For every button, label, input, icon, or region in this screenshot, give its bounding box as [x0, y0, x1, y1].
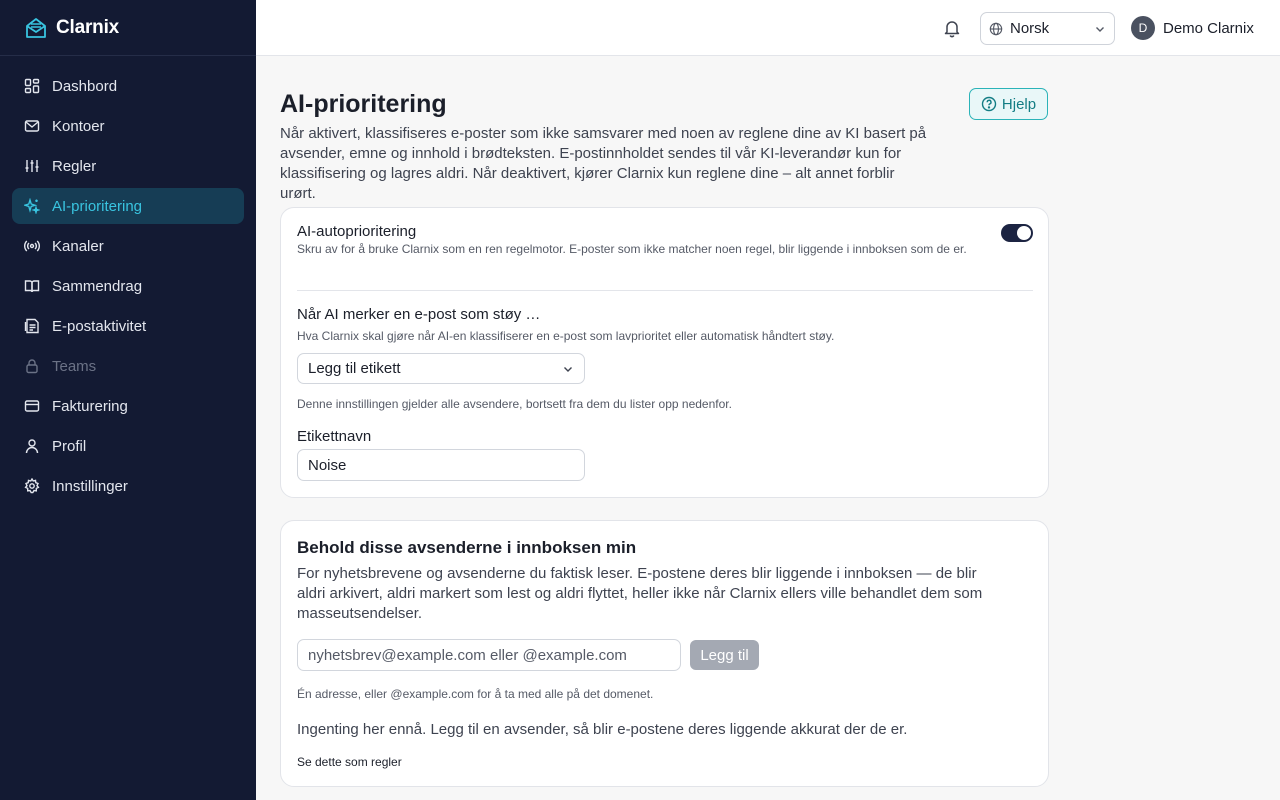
gear-icon: [24, 478, 40, 494]
credit-card-icon: [24, 398, 40, 414]
sidebar-item-label: AI-prioritering: [52, 197, 143, 215]
page-intro: Når aktivert, klassifiseres e-poster som ikke samsvarer med noen av reglene dine av KI basert på avsender, emne og innhold i brødteksten. E-postinnholdet sendes til vår KI-leverandør kun for klassifisering og lagres aldri. Når deaktivert, kjører Clarnix kun reglene dine – alt annet forblir urørt.: [280, 125, 927, 202]
mail-icon: [24, 118, 40, 134]
sidebar-item-label: E-postaktivitet: [52, 317, 147, 335]
language-value: Norsk: [1010, 20, 1050, 37]
sparkle-icon: [24, 198, 40, 214]
sidebar-item-billing[interactable]: [12, 388, 244, 424]
topbar: [256, 0, 1280, 56]
sidebar-item-label: Regler: [52, 157, 97, 175]
sidebar-item-label: Fakturering: [52, 397, 128, 415]
book-icon: [24, 278, 40, 294]
sidebar-item-label: Profil: [52, 437, 87, 455]
address-note: Én adresse, eller @example.com for å ta med alle på det domenet.: [297, 687, 654, 701]
keep-senders-description: For nyhetsbrevene og avsenderne du faktisk leser. E-postene deres blir liggende i innboksen — de blir aldri arkivert, aldri markert som lest og aldri flyttet, heller ikke når Clarnix ellers ville behandlet dem som masseutsendelser.: [297, 565, 983, 622]
help-label: Hjelp: [1001, 95, 1037, 113]
sidebar-nav: [0, 56, 256, 504]
add-sender-button[interactable]: Legg til: [690, 640, 759, 670]
logo-icon: [24, 16, 48, 40]
sliders-icon: [24, 158, 40, 174]
app-name: Clarnix: [56, 16, 120, 38]
page-title: AI-prioritering: [280, 90, 447, 118]
sidebar-item-dashboard[interactable]: [12, 68, 244, 104]
activity-list-icon: [24, 318, 40, 334]
toggle-knob: [1017, 226, 1031, 240]
notifications-bell-icon[interactable]: [940, 16, 964, 40]
sidebar-item-channels[interactable]: [12, 228, 244, 264]
help-circle-icon: [981, 96, 997, 112]
divider: [297, 290, 1033, 291]
sidebar-item-teams: [12, 348, 244, 384]
label-name-input[interactable]: [297, 449, 585, 481]
keep-senders-title: Behold disse avsenderne i innboksen min: [297, 538, 637, 557]
user-menu[interactable]: [1131, 16, 1254, 40]
sidebar-item-label: Innstillinger: [52, 477, 128, 495]
scope-note: Denne innstillingen gjelder alle avsendere, bortsett fra dem du lister opp nedenfor.: [297, 397, 732, 411]
sidebar-item-label: Kanaler: [52, 237, 104, 255]
autoprio-title: AI-autoprioritering: [297, 223, 417, 240]
sidebar-item-rules[interactable]: [12, 148, 244, 184]
sidebar-item-label: Sammendrag: [52, 277, 143, 295]
brand[interactable]: [0, 0, 256, 56]
lock-icon: [24, 358, 40, 374]
chevron-down-icon: [1094, 23, 1106, 35]
sidebar-item-email-activity[interactable]: [12, 308, 244, 344]
avatar: D: [1131, 16, 1155, 40]
autoprio-toggle[interactable]: [1001, 224, 1033, 242]
help-button[interactable]: [969, 88, 1048, 120]
noise-title: Når AI merker en e-post som støy …: [297, 306, 541, 323]
sidebar-item-profile[interactable]: [12, 428, 244, 464]
sidebar-item-digest[interactable]: [12, 268, 244, 304]
globe-icon: [989, 22, 1003, 36]
keep-senders-card: [280, 520, 1049, 787]
auto-prioritization-card: [280, 207, 1049, 498]
noise-action-select[interactable]: [297, 353, 585, 384]
sidebar-item-label: Kontoer: [52, 117, 105, 135]
user-name: Demo Clarnix: [1163, 19, 1254, 37]
sidebar-item-label: Teams: [52, 357, 97, 375]
dashboard-icon: [24, 78, 40, 94]
sidebar-item-settings[interactable]: [12, 468, 244, 504]
chevron-down-icon: [562, 363, 574, 375]
sidebar-item-ai-prioritization[interactable]: [12, 188, 244, 224]
noise-action-value: Legg til etikett: [308, 360, 401, 377]
empty-state-message: Ingenting her ennå. Legg til en avsender, så blir e-postene deres liggende akkurat der de er.: [297, 721, 908, 738]
sender-email-input[interactable]: [297, 639, 681, 671]
language-select[interactable]: [980, 12, 1115, 45]
sidebar-item-accounts[interactable]: [12, 108, 244, 144]
broadcast-icon: [24, 238, 40, 254]
view-as-rules-link[interactable]: Se dette som regler: [297, 755, 402, 769]
noise-description: Hva Clarnix skal gjøre når AI-en klassifiserer en e-post som lavprioritet eller automatisk håndtert støy.: [297, 329, 835, 343]
sidebar: [0, 0, 256, 800]
label-name-label: Etikettnavn: [297, 428, 372, 445]
sidebar-item-label: Dashbord: [52, 77, 118, 95]
autoprio-description: Skru av for å bruke Clarnix som en ren regelmotor. E-poster som ikke matcher noen regel, blir liggende i innboksen som de er.: [297, 242, 967, 256]
user-icon: [24, 438, 40, 454]
